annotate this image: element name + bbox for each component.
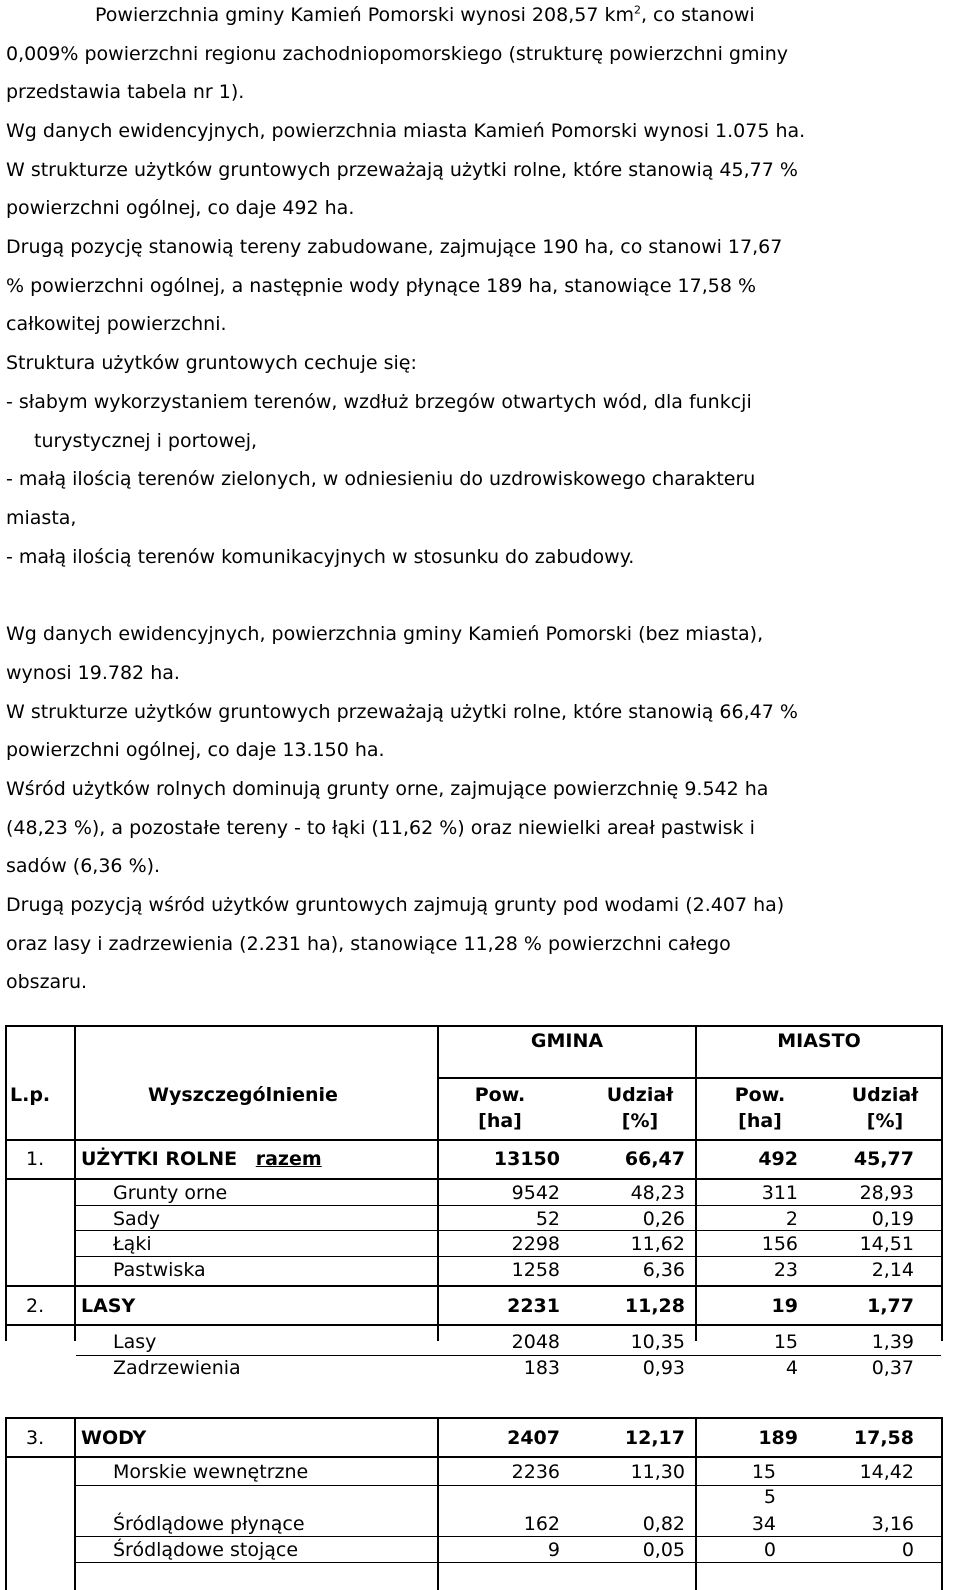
table-border <box>5 1139 943 1141</box>
gmina-udzial: 0,93 <box>642 1357 685 1379</box>
table-border <box>76 1485 941 1486</box>
table-border <box>74 1417 76 1590</box>
gmina-pow: 9 <box>547 1539 560 1561</box>
miasto-pow: 19 <box>771 1295 798 1317</box>
gmina-pow: 1258 <box>511 1259 560 1281</box>
row-name: WODY <box>81 1427 147 1449</box>
category-label: UŻYTKI ROLNE <box>81 1148 238 1170</box>
row-name: Morskie wewnętrzne <box>113 1461 309 1483</box>
gmina-udzial: 11,28 <box>624 1295 685 1317</box>
row-name: Sady <box>113 1208 161 1230</box>
paragraph-line: obszaru. <box>6 971 88 993</box>
table-border <box>76 1355 941 1356</box>
superscript: 2 <box>633 3 641 17</box>
table-border <box>437 1025 439 1341</box>
table-border <box>76 1562 941 1563</box>
table-border <box>5 1285 943 1287</box>
miasto-udzial: 1,77 <box>867 1295 914 1317</box>
paragraph-line: całkowitej powierzchni. <box>6 313 227 335</box>
gmina-pow: 52 <box>535 1208 560 1230</box>
miasto-udzial: 14,42 <box>859 1461 914 1483</box>
paragraph-line: powierzchni ogólnej, co daje 13.150 ha. <box>6 739 385 761</box>
gmina-pow: 2407 <box>507 1427 560 1449</box>
gmina-udzial: 12,17 <box>624 1427 685 1449</box>
paragraph-line: 0,009% powierzchni regionu zachodniopomorskiego (strukturę powierzchni gminy <box>6 43 789 65</box>
paragraph-line: przedstawia tabela nr 1). <box>6 81 245 103</box>
paragraph-line: % powierzchni ogólnej, a następnie wody płynące 189 ha, stanowiące 17,58 % <box>6 275 757 297</box>
row-name: LASY <box>81 1295 136 1317</box>
gmina-udzial: 0,05 <box>642 1539 685 1561</box>
miasto-pow: 15 <box>773 1331 798 1353</box>
header-pow: Pow. <box>734 1084 786 1106</box>
header-lp: L.p. <box>10 1084 51 1106</box>
miasto-pow: 2 <box>785 1208 798 1230</box>
miasto-udzial: 1,39 <box>871 1331 914 1353</box>
gmina-udzial: 0,26 <box>642 1208 685 1230</box>
header-udzial: Udział <box>606 1084 674 1106</box>
row-name: Pastwiska <box>113 1259 206 1281</box>
table-border <box>5 1324 943 1326</box>
gmina-pow: 2236 <box>511 1461 560 1483</box>
table-border <box>5 1025 943 1027</box>
miasto-pow: 0 <box>763 1539 776 1561</box>
miasto-udzial: 28,93 <box>859 1182 914 1204</box>
header-pow: Pow. <box>474 1084 526 1106</box>
miasto-udzial: 3,16 <box>871 1513 914 1535</box>
table-border <box>695 1417 697 1590</box>
table-border <box>5 1178 943 1180</box>
miasto-pow: 189 <box>758 1427 798 1449</box>
row-name <box>81 1148 322 1170</box>
paragraph-line: W strukturze użytków gruntowych przeważają użytki rolne, które stanowią 45,77 % <box>6 159 798 181</box>
row-name: Łąki <box>113 1233 152 1255</box>
row-lp: 1. <box>26 1148 45 1170</box>
paragraph-line: Wg danych ewidencyjnych, powierzchnia miasta Kamień Pomorski wynosi 1.075 ha. <box>6 120 806 142</box>
row-name: Śródlądowe płynące <box>113 1513 305 1535</box>
list-item-continuation: miasta, <box>6 507 77 529</box>
miasto-pow: 34 <box>751 1513 776 1535</box>
paragraph-line: Struktura użytków gruntowych cechuje się: <box>6 352 417 374</box>
miasto-pow: 156 <box>761 1233 798 1255</box>
paragraph-line: Drugą pozycję stanowią tereny zabudowane, zajmujące 190 ha, co stanowi 17,67 <box>6 236 783 258</box>
table-border <box>76 1256 941 1257</box>
header-gmina: GMINA <box>530 1030 604 1052</box>
table-border <box>695 1025 697 1341</box>
table-border <box>5 1456 943 1458</box>
gmina-udzial: 48,23 <box>630 1182 685 1204</box>
miasto-pow: 492 <box>758 1148 798 1170</box>
miasto-udzial: 0,37 <box>871 1357 914 1379</box>
header-udzial: Udział <box>851 1084 919 1106</box>
paragraph-line: Drugą pozycją wśród użytków gruntowych zajmują grunty pod wodami (2.407 ha) <box>6 894 785 916</box>
table-border <box>76 1536 941 1537</box>
paragraph-line: wynosi 19.782 ha. <box>6 662 180 684</box>
paragraph-line: Wg danych ewidencyjnych, powierzchnia gminy Kamień Pomorski (bez miasta), <box>6 623 764 645</box>
table-border <box>437 1417 439 1590</box>
row-lp: 3. <box>26 1427 45 1449</box>
miasto-udzial: 14,51 <box>859 1233 914 1255</box>
list-item: - słabym wykorzystaniem terenów, wzdłuż brzegów otwartych wód, dla funkcji <box>6 391 752 413</box>
table-border <box>76 1230 941 1231</box>
header-ha: [ha] <box>738 1110 782 1132</box>
gmina-udzial: 0,82 <box>642 1513 685 1535</box>
header-wyszczegolnienie: Wyszczególnienie <box>148 1084 338 1106</box>
gmina-pow: 183 <box>523 1357 560 1379</box>
paragraph-line: sadów (6,36 %). <box>6 855 161 877</box>
paragraph-line <box>95 4 755 26</box>
gmina-udzial: 10,35 <box>630 1331 685 1353</box>
list-item: - małą ilością terenów zielonych, w odniesieniu do uzdrowiskowego charakteru <box>6 468 756 490</box>
table-border <box>5 1417 943 1419</box>
miasto-udzial: 0 <box>901 1539 914 1561</box>
paragraph-line: W strukturze użytków gruntowych przeważają użytki rolne, które stanowią 66,47 % <box>6 701 798 723</box>
miasto-pow: 15 <box>751 1461 776 1483</box>
text-span: Powierzchnia gminy Kamień Pomorski wynosi 208,57 km <box>95 4 634 26</box>
gmina-pow: 162 <box>523 1513 560 1535</box>
paragraph-line: oraz lasy i zadrzewienia (2.231 ha), stanowiące 11,28 % powierzchni całego <box>6 933 731 955</box>
row-name: Śródlądowe stojące <box>113 1539 299 1561</box>
category-suffix: razem <box>255 1148 322 1170</box>
header-miasto: MIASTO <box>777 1030 861 1052</box>
header-ha: [ha] <box>478 1110 522 1132</box>
miasto-pow: 4 <box>785 1357 798 1379</box>
miasto-pow: 23 <box>773 1259 798 1281</box>
miasto-pow-continuation: 5 <box>763 1486 776 1508</box>
text-span: , co stanowi <box>640 4 755 26</box>
gmina-pow: 9542 <box>511 1182 560 1204</box>
gmina-udzial: 6,36 <box>642 1259 685 1281</box>
gmina-pow: 13150 <box>493 1148 560 1170</box>
miasto-udzial: 45,77 <box>853 1148 914 1170</box>
miasto-pow: 311 <box>761 1182 798 1204</box>
table-border <box>941 1025 943 1341</box>
gmina-udzial: 11,30 <box>630 1461 685 1483</box>
row-name: Lasy <box>113 1331 157 1353</box>
header-pct: [%] <box>621 1110 659 1132</box>
miasto-udzial: 0,19 <box>871 1208 914 1230</box>
table-border <box>437 1077 943 1079</box>
gmina-pow: 2231 <box>507 1295 560 1317</box>
gmina-udzial: 66,47 <box>624 1148 685 1170</box>
paragraph-line: (48,23 %), a pozostałe tereny - to łąki (11,62 %) oraz niewielki areał pastwisk i <box>6 817 755 839</box>
list-item-continuation: turystycznej i portowej, <box>34 430 258 452</box>
row-name: Grunty orne <box>113 1182 228 1204</box>
table-border <box>5 1417 7 1590</box>
table-border <box>5 1025 7 1341</box>
table-border <box>941 1417 943 1590</box>
table-border <box>76 1205 941 1206</box>
list-item: - małą ilością terenów komunikacyjnych w stosunku do zabudowy. <box>6 546 635 568</box>
miasto-udzial: 17,58 <box>853 1427 914 1449</box>
header-pct: [%] <box>866 1110 904 1132</box>
gmina-pow: 2298 <box>511 1233 560 1255</box>
gmina-pow: 2048 <box>511 1331 560 1353</box>
row-lp: 2. <box>26 1295 45 1317</box>
miasto-udzial: 2,14 <box>871 1259 914 1281</box>
table-border <box>74 1025 76 1341</box>
gmina-udzial: 11,62 <box>630 1233 685 1255</box>
paragraph-line: Wśród użytków rolnych dominują grunty orne, zajmujące powierzchnię 9.542 ha <box>6 778 769 800</box>
paragraph-line: powierzchni ogólnej, co daje 492 ha. <box>6 197 355 219</box>
row-name: Zadrzewienia <box>113 1357 241 1379</box>
